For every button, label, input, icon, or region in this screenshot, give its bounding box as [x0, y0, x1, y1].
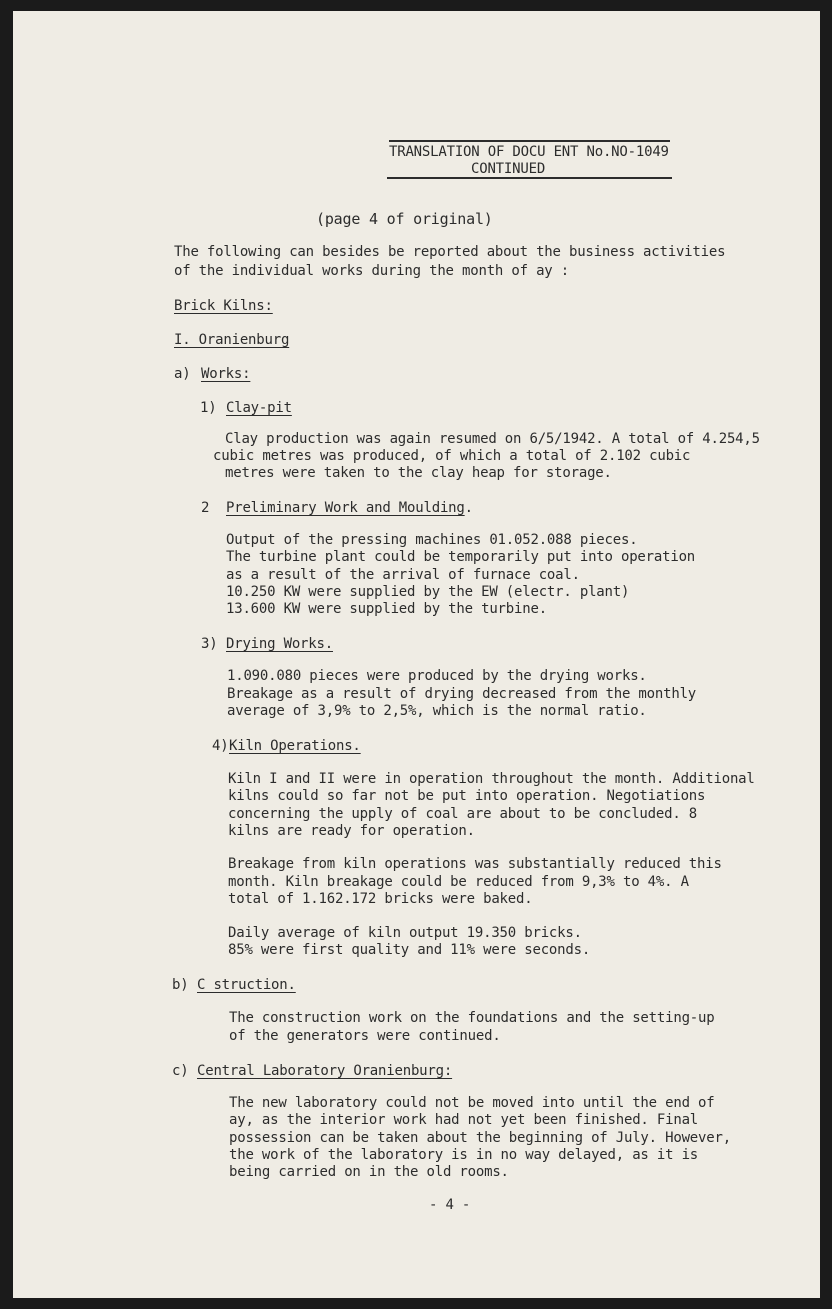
preliminary-line: Output of the pressing machines 01.052.088 pieces. — [226, 532, 638, 548]
construction-heading: C struction. — [197, 977, 296, 993]
preliminary-line: 13.600 KW were supplied by the turbine. — [226, 601, 547, 617]
document-page — [13, 11, 820, 1298]
kiln-line: kilns could so far not be put into operation. Negotiations — [228, 788, 706, 804]
clay-pit-line: cubic metres was produced, of which a total of 2.102 cubic — [213, 448, 691, 464]
drying-line: average of 3,9% to 2,5%, which is the normal ratio. — [227, 703, 647, 719]
laboratory-line: being carried on in the old rooms. — [229, 1164, 509, 1180]
document-title: TRANSLATION OF DOCU ENT No.NO-1049 — [389, 144, 669, 160]
laboratory-line: possession can be taken about the beginning of July. However, — [229, 1130, 731, 1146]
kiln-line: 85% were first quality and 11% were seconds. — [228, 942, 591, 958]
page-number: - 4 - — [429, 1197, 471, 1213]
preliminary-heading-wrap — [226, 500, 473, 517]
drying-line: 1.090.080 pieces were produced by the drying works. — [227, 668, 647, 684]
preliminary-line: The turbine plant could be temporarily put into operation — [226, 549, 696, 565]
works-label: a) — [174, 366, 191, 382]
kiln-line: concerning the upply of coal are about to be concluded. 8 — [228, 806, 698, 822]
kiln-heading: Kiln Operations. — [229, 738, 361, 754]
works-heading: Works: — [201, 366, 251, 382]
kiln-number: 4) — [212, 738, 229, 754]
preliminary-line: 10.250 KW were supplied by the EW (electr. plant) — [226, 584, 630, 600]
construction-line: of the generators were continued. — [229, 1028, 501, 1044]
clay-pit-line: Clay production was again resumed on 6/5/1942. A total of 4.254,5 — [225, 431, 760, 447]
laboratory-line: ay, as the interior work had not yet been finished. Final — [229, 1112, 699, 1128]
preliminary-heading: Preliminary Work and Moulding — [226, 500, 465, 516]
laboratory-label: c) — [172, 1063, 189, 1079]
kiln-line: kilns are ready for operation. — [228, 823, 475, 839]
drying-line: Breakage as a result of drying decreased from the monthly — [227, 686, 697, 702]
intro-line-1: The following can besides be reported about the business activities — [174, 244, 726, 260]
page-reference: (page 4 of original) — [316, 210, 493, 228]
document-subtitle: CONTINUED — [471, 161, 546, 177]
kiln-line: Daily average of kiln output 19.350 bricks. — [228, 925, 582, 941]
construction-label: b) — [172, 977, 189, 993]
clay-pit-line: metres were taken to the clay heap for storage. — [225, 465, 612, 481]
intro-line-2: of the individual works during the month of ay : — [174, 263, 569, 279]
header-bottom-rule — [387, 177, 672, 179]
drying-number: 3) — [201, 636, 218, 652]
preliminary-heading-suffix: . — [464, 500, 473, 516]
construction-line: The construction work on the foundations and the setting-up — [229, 1010, 715, 1026]
clay-pit-heading: Clay-pit — [226, 400, 292, 416]
clay-pit-number: 1) — [200, 400, 217, 416]
kiln-line: total of 1.162.172 bricks were baked. — [228, 891, 533, 907]
kiln-line: Kiln I and II were in operation throughout the month. Additional — [228, 771, 755, 787]
laboratory-line: The new laboratory could not be moved into until the end of — [229, 1095, 715, 1111]
header-top-rule — [389, 140, 670, 142]
kiln-line: month. Kiln breakage could be reduced from 9,3% to 4%. A — [228, 874, 689, 890]
preliminary-line: as a result of the arrival of furnace coal. — [226, 567, 580, 583]
kiln-line: Breakage from kiln operations was substantially reduced this — [228, 856, 722, 872]
section-heading-brick-kilns: Brick Kilns: — [174, 298, 273, 314]
drying-heading: Drying Works. — [226, 636, 333, 652]
laboratory-line: the work of the laboratory is in no way delayed, as it is — [229, 1147, 699, 1163]
preliminary-number: 2 — [201, 500, 210, 516]
laboratory-heading: Central Laboratory Oranienburg: — [197, 1063, 453, 1079]
section-heading-oranienburg: I. Oranienburg — [174, 332, 290, 348]
